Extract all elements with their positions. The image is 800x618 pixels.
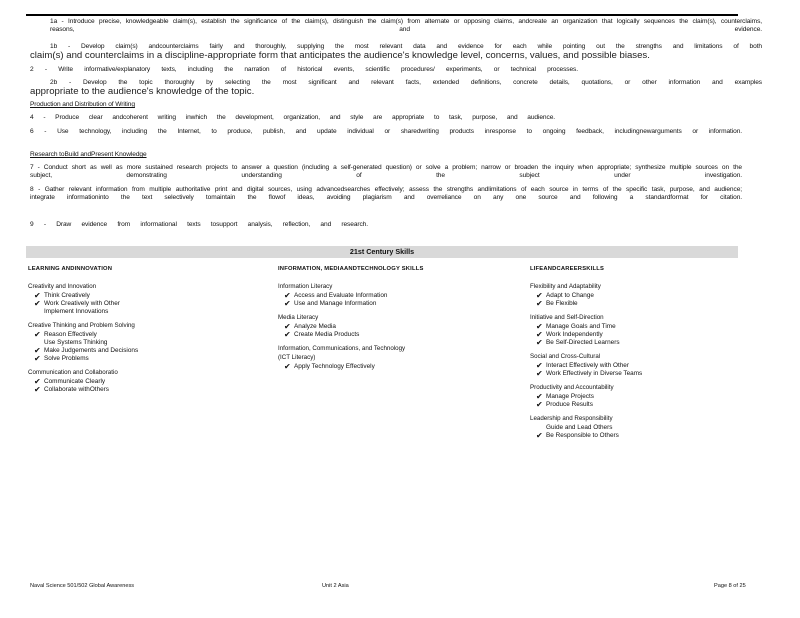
skills-item-label: Work Effectively in Diverse Teams (546, 370, 643, 377)
skills-column-heading: LIFEANDCAREERSKILLS (530, 266, 605, 272)
standard-1a: 1a - Introduce precise, knowledgeable claim(s), establish the significance of the claim(s), distinguish the claim(s) from alternate or opposing claims, andcreate an organization that logically sequences the claim(s), counterclaims, reasons, and evidence. (50, 18, 762, 33)
skills-group (28, 283, 268, 316)
skills-item-label: Solve Problems (44, 355, 89, 362)
footer-page: Page 8 of 25 (714, 583, 746, 589)
check-icon: ✔ (536, 322, 543, 331)
skills-list-item (530, 331, 740, 339)
skills-list-item (278, 331, 518, 339)
skills-item-label: Be Responsible to Others (546, 432, 619, 439)
standard-2b-continued: appropriate to the audience's knowledge of the topic. (30, 86, 255, 97)
skills-item-label: Work Creatively with Other (44, 300, 120, 307)
standard-1b-continued: claim(s) and counterclaims in a discipline-appropriate form that anticipates the audience's knowledge level, concerns, values, and possible biases. (30, 50, 650, 61)
skills-item-label: Access and Evaluate Information (294, 292, 388, 299)
skills-group (530, 384, 740, 409)
check-icon: ✔ (284, 322, 291, 331)
skills-group-title: Information, Communications, and Technology (278, 345, 406, 352)
skills-list-item (28, 331, 268, 339)
skills-group-subtitle: (ICT Literacy) (278, 354, 316, 361)
skills-item-label: Produce Results (546, 401, 593, 408)
standard-2b: 2b - Develop the topic thoroughly by selecting the most significant and relevant facts, extended definitions, concrete details, quotations, or other information and examples (50, 79, 762, 86)
check-icon: ✔ (536, 361, 543, 370)
skills-list-item (28, 355, 268, 363)
skills-item-label: Use and Manage Information (294, 300, 377, 307)
skills-group (530, 353, 740, 378)
footer-unit: Unit 2 Asia (322, 583, 349, 589)
check-icon: ✔ (536, 400, 543, 409)
standard-8: 8 - Gather relevant information from multiple authoritative print and digital sources, using advancedsearches effectively; assess the strengths andlimitations of each source in terms of the specific task, purpose, and audience; integrate informationinto the text selectively tomaintain the flowof ideas, avoiding plagiarism and overreliance on any one source and following a standardformat for citation. (30, 186, 742, 201)
skills-item-label: Implement Innovations (44, 308, 109, 315)
skills-title: 21st Century Skills (349, 247, 415, 256)
skills-item-label: Manage Projects (546, 393, 594, 400)
skills-list-item (530, 292, 740, 300)
skills-list-item (28, 378, 268, 386)
skills-group-title: Leadership and Responsibility (530, 415, 613, 422)
skills-item-label: Be Flexible (546, 300, 578, 307)
skills-group (278, 283, 518, 308)
check-icon: ✔ (34, 377, 41, 386)
check-icon: ✔ (536, 299, 543, 308)
check-icon: ✔ (536, 291, 543, 300)
skills-list-item (530, 401, 740, 409)
skills-list-item (530, 393, 740, 401)
skills-column-learning (28, 265, 268, 400)
skills-list-item (278, 363, 518, 371)
standard-6: 6 - Use technology, including the Internet, to produce, publish, and update individual or sharedwriting products inresponse to ongoing feedback, includingnewarguments or information. (30, 128, 742, 135)
skills-group (278, 314, 518, 339)
skills-column-life (530, 265, 740, 446)
skills-list-item (530, 300, 740, 308)
skills-item-label: Create Media Products (294, 331, 360, 338)
skills-list-item (28, 292, 268, 300)
skills-item-label: Collaborate withOthers (44, 386, 110, 393)
heading-production: Production and Distribution of Writing (30, 101, 135, 108)
check-icon: ✔ (536, 338, 543, 347)
check-icon: ✔ (34, 330, 41, 339)
top-rule (26, 14, 738, 16)
check-icon: ✔ (34, 299, 41, 308)
skills-group (28, 322, 268, 363)
skills-item-label: Reason Effectively (44, 331, 97, 338)
skills-item-label: Analyze Media (294, 323, 336, 330)
skills-column-heading: LEARNING ANDINNOVATION (28, 266, 113, 272)
skills-item-label: Be Self-Directed Learners (546, 339, 620, 346)
check-icon: ✔ (34, 291, 41, 300)
check-icon: ✔ (34, 354, 41, 363)
standard-1b: 1b - Develop claim(s) andcounterclaims fairly and thoroughly, supplying the most relevant data and evidence for each while pointing out the strengths and limitations of both (50, 43, 762, 50)
skills-list-item (530, 424, 740, 432)
standard-4: 4 - Produce clear andcoherent writing inwhich the development, organization, and style are appropriate to task, purpose, and audience. (30, 114, 555, 121)
standard-9: 9 - Draw evidence from informational texts tosupport analysis, reflection, and research. (30, 221, 368, 228)
check-icon: ✔ (284, 330, 291, 339)
skills-group-title: Information Literacy (278, 283, 333, 290)
skills-item-label: Use Systems Thinking (44, 339, 108, 346)
heading-research: Research toBuild andPresent Knowledge (30, 151, 147, 158)
skills-column-media (278, 265, 518, 377)
skills-group-title: Flexibility and Adaptability (530, 283, 601, 290)
skills-item-label: Work Independently (546, 331, 603, 338)
skills-group-title: Creativity and Innovation (28, 283, 97, 290)
skills-list-item (278, 300, 518, 308)
skills-list-item (530, 323, 740, 331)
check-icon: ✔ (34, 346, 41, 355)
skills-list-item (28, 386, 268, 394)
check-icon: ✔ (284, 362, 291, 371)
skills-list-item (28, 300, 268, 308)
skills-item-label: Think Creatively (44, 292, 90, 299)
skills-list-item (28, 308, 268, 316)
skills-item-label: Communicate Clearly (44, 378, 106, 385)
skills-item-label: Manage Goals and Time (546, 323, 616, 330)
standard-7: 7 - Conduct short as well as more sustained research projects to answer a question (including a self-generated question) or solve a problem; narrow or broaden the inquiry when appropriate; synthesize multiple sources on the subject, demonstrating understanding of the subject under investigation. (30, 164, 742, 179)
footer-course: Naval Science 501/502 Global Awareness (30, 583, 135, 589)
skills-list-item (530, 432, 740, 440)
skills-group-title: Creative Thinking and Problem Solving (28, 322, 135, 329)
skills-list-item (28, 339, 268, 347)
standard-2: 2 - Write informative/explanatory texts, including the narration of historical events, scientific procedures/ experiments, or technical processes. (30, 66, 578, 73)
skills-column-heading: INFORMATION, MEDIAANDTECHNOLOGY SKILLS (278, 266, 424, 272)
skills-item-label: Interact Effectively with Other (546, 362, 629, 369)
skills-group-title: Media Literacy (278, 314, 319, 321)
check-icon: ✔ (284, 299, 291, 308)
skills-item-label: Adapt to Change (546, 292, 594, 299)
check-icon: ✔ (536, 330, 543, 339)
skills-item-label: Make Judgements and Decisions (44, 347, 139, 354)
check-icon: ✔ (284, 291, 291, 300)
skills-group (530, 314, 740, 347)
skills-group (278, 345, 518, 371)
skills-item-label: Guide and Lead Others (546, 424, 613, 431)
skills-group-title: Productivity and Accountability (530, 384, 614, 391)
skills-header-bar (26, 246, 738, 258)
skills-list-item (530, 339, 740, 347)
skills-list-item (278, 323, 518, 331)
check-icon: ✔ (536, 431, 543, 440)
check-icon: ✔ (536, 369, 543, 378)
skills-item-label: Apply Technology Effectively (294, 363, 375, 370)
skills-list-item (530, 370, 740, 378)
skills-group (530, 283, 740, 308)
skills-list-item (530, 362, 740, 370)
skills-list-item (278, 292, 518, 300)
skills-group (530, 415, 740, 440)
skills-group-title: Communication and Collaboratio (28, 369, 118, 376)
check-icon: ✔ (536, 392, 543, 401)
skills-group-title: Initiative and Self-Direction (530, 314, 604, 321)
skills-group-title: Social and Cross-Cultural (530, 353, 601, 360)
check-icon: ✔ (34, 385, 41, 394)
skills-list-item (28, 347, 268, 355)
skills-group (28, 369, 268, 394)
